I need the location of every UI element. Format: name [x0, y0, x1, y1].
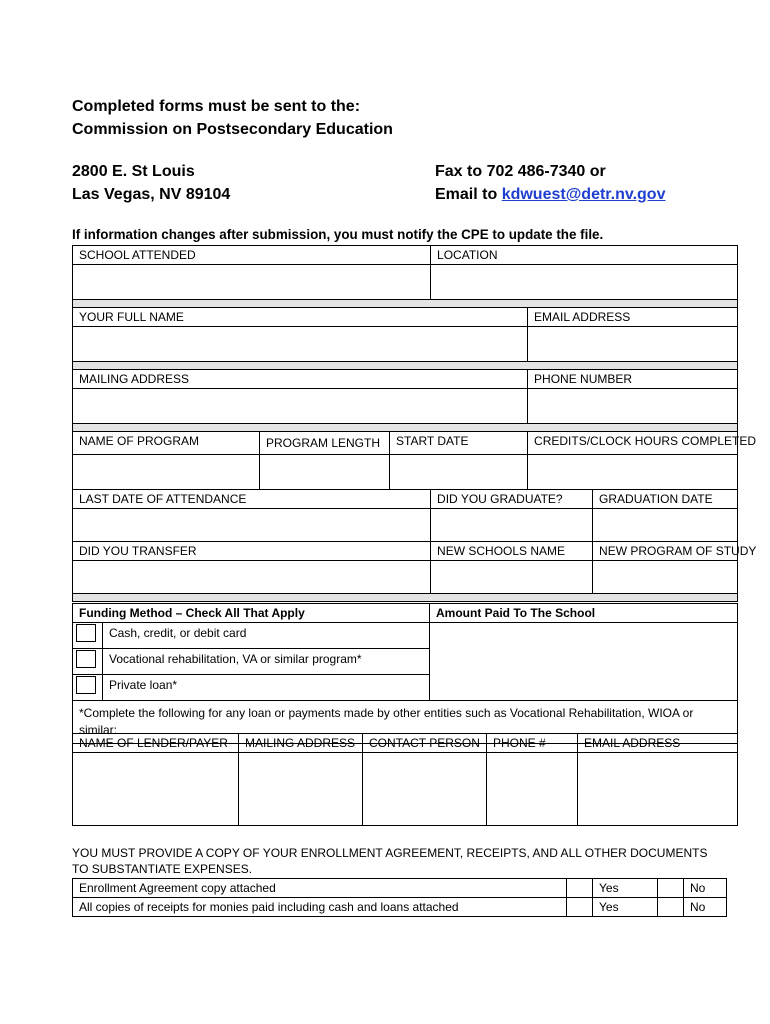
- private-loan-checkbox-cell: [73, 675, 103, 701]
- email-address-field[interactable]: [528, 327, 738, 362]
- credits-completed-field[interactable]: [528, 455, 738, 490]
- student-info-table: [72, 245, 757, 602]
- cash-checkbox[interactable]: [76, 624, 96, 642]
- enrollment-no-checkbox[interactable]: [658, 879, 684, 898]
- lender-email-field[interactable]: [578, 753, 738, 826]
- lender-name-header: NAME OF LENDER/PAYER: [73, 734, 239, 753]
- funding-method-heading: Funding Method – Check All That Apply: [73, 604, 430, 623]
- funding-note: *Complete the following for any loan or payments made by other entities such as Vocational Rehabilitation, WIOA or similar:: [73, 701, 738, 744]
- full-name-field[interactable]: [73, 327, 528, 362]
- vocational-checkbox-cell: [73, 649, 103, 675]
- graduation-date-field[interactable]: [593, 509, 738, 542]
- enrollment-agreement-label: Enrollment Agreement copy attached: [73, 879, 567, 898]
- did-transfer-label: DID YOU TRANSFER: [73, 542, 431, 561]
- school-attended-label: SCHOOL ATTENDED: [73, 246, 431, 265]
- fax-line: Fax to 702 486-7340 or: [435, 163, 606, 180]
- separator: [73, 362, 738, 370]
- mailing-address-field[interactable]: [73, 389, 528, 424]
- full-name-label: YOUR FULL NAME: [73, 308, 528, 327]
- recipient-line-2: Commission on Postsecondary Education: [72, 121, 393, 138]
- last-date-field[interactable]: [73, 509, 431, 542]
- lender-contact-field[interactable]: [363, 753, 487, 826]
- program-name-field[interactable]: [73, 455, 260, 490]
- did-transfer-field[interactable]: [73, 561, 431, 594]
- lender-phone-header: PHONE #: [487, 734, 578, 753]
- did-graduate-field[interactable]: [431, 509, 593, 542]
- phone-number-label: PHONE NUMBER: [528, 370, 738, 389]
- amount-paid-heading: Amount Paid To The School: [430, 604, 738, 623]
- email-line: Email to kdwuest@detr.nv.gov: [435, 186, 666, 203]
- email-link[interactable]: kdwuest@detr.nv.gov: [501, 186, 666, 203]
- new-program-field[interactable]: [593, 561, 738, 594]
- receipts-no-checkbox[interactable]: [658, 898, 684, 917]
- street-address: 2800 E. St Louis: [72, 163, 195, 180]
- program-name-label: NAME OF PROGRAM: [73, 432, 260, 455]
- phone-number-field[interactable]: [528, 389, 738, 424]
- graduation-date-label: GRADUATION DATE: [593, 490, 738, 509]
- cash-checkbox-cell: [73, 623, 103, 649]
- mailing-address-label: MAILING ADDRESS: [73, 370, 528, 389]
- lender-email-header: EMAIL ADDRESS: [578, 734, 738, 753]
- yes-label: Yes: [593, 879, 658, 898]
- lender-address-header: MAILING ADDRESS: [239, 734, 363, 753]
- lender-address-field[interactable]: [239, 753, 363, 826]
- private-loan-checkbox[interactable]: [76, 676, 96, 694]
- update-notice: If information changes after submission, you must notify the CPE to update the file.: [72, 227, 604, 242]
- receipts-yes-checkbox[interactable]: [567, 898, 593, 917]
- funding-option-label: Cash, credit, or debit card: [103, 623, 430, 649]
- funding-option-label: Private loan*: [103, 675, 430, 701]
- location-label: LOCATION: [431, 246, 738, 265]
- documents-table: [72, 878, 727, 917]
- no-label: No: [684, 879, 727, 898]
- separator: [73, 594, 738, 602]
- email-address-label: EMAIL ADDRESS: [528, 308, 738, 327]
- lender-phone-field[interactable]: [487, 753, 578, 826]
- documents-note: YOU MUST PROVIDE A COPY OF YOUR ENROLLMENT AGREEMENT, RECEIPTS, AND ALL OTHER DOCUMENTS TO SUBSTANTIATE EXPENSES.: [72, 846, 708, 876]
- separator: [73, 424, 738, 432]
- separator: [73, 300, 738, 308]
- school-attended-field[interactable]: [73, 265, 431, 300]
- receipts-label: All copies of receipts for monies paid including cash and loans attached: [73, 898, 567, 917]
- funding-table: [72, 603, 738, 744]
- new-program-label: NEW PROGRAM OF STUDY: [593, 542, 738, 561]
- did-graduate-label: DID YOU GRADUATE?: [431, 490, 593, 509]
- yes-label: Yes: [593, 898, 658, 917]
- new-school-label: NEW SCHOOLS NAME: [431, 542, 593, 561]
- lender-table: [72, 733, 738, 826]
- amount-paid-field[interactable]: [430, 623, 738, 701]
- location-field[interactable]: [431, 265, 738, 300]
- start-date-field[interactable]: [390, 455, 528, 490]
- program-length-label: PROGRAM LENGTH: [260, 432, 390, 455]
- funding-option-label: Vocational rehabilitation, VA or similar program*: [103, 649, 430, 675]
- enrollment-yes-checkbox[interactable]: [567, 879, 593, 898]
- no-label: No: [684, 898, 727, 917]
- lender-contact-header: CONTACT PERSON: [363, 734, 487, 753]
- last-date-label: LAST DATE OF ATTENDANCE: [73, 490, 431, 509]
- recipient-line-1: Completed forms must be sent to the:: [72, 98, 361, 115]
- start-date-label: START DATE: [390, 432, 528, 455]
- credits-completed-label: CREDITS/CLOCK HOURS COMPLETED: [528, 432, 738, 455]
- vocational-checkbox[interactable]: [76, 650, 96, 668]
- lender-name-field[interactable]: [73, 753, 239, 826]
- city-state-zip: Las Vegas, NV 89104: [72, 186, 231, 203]
- program-length-field[interactable]: [260, 455, 390, 490]
- new-school-field[interactable]: [431, 561, 593, 594]
